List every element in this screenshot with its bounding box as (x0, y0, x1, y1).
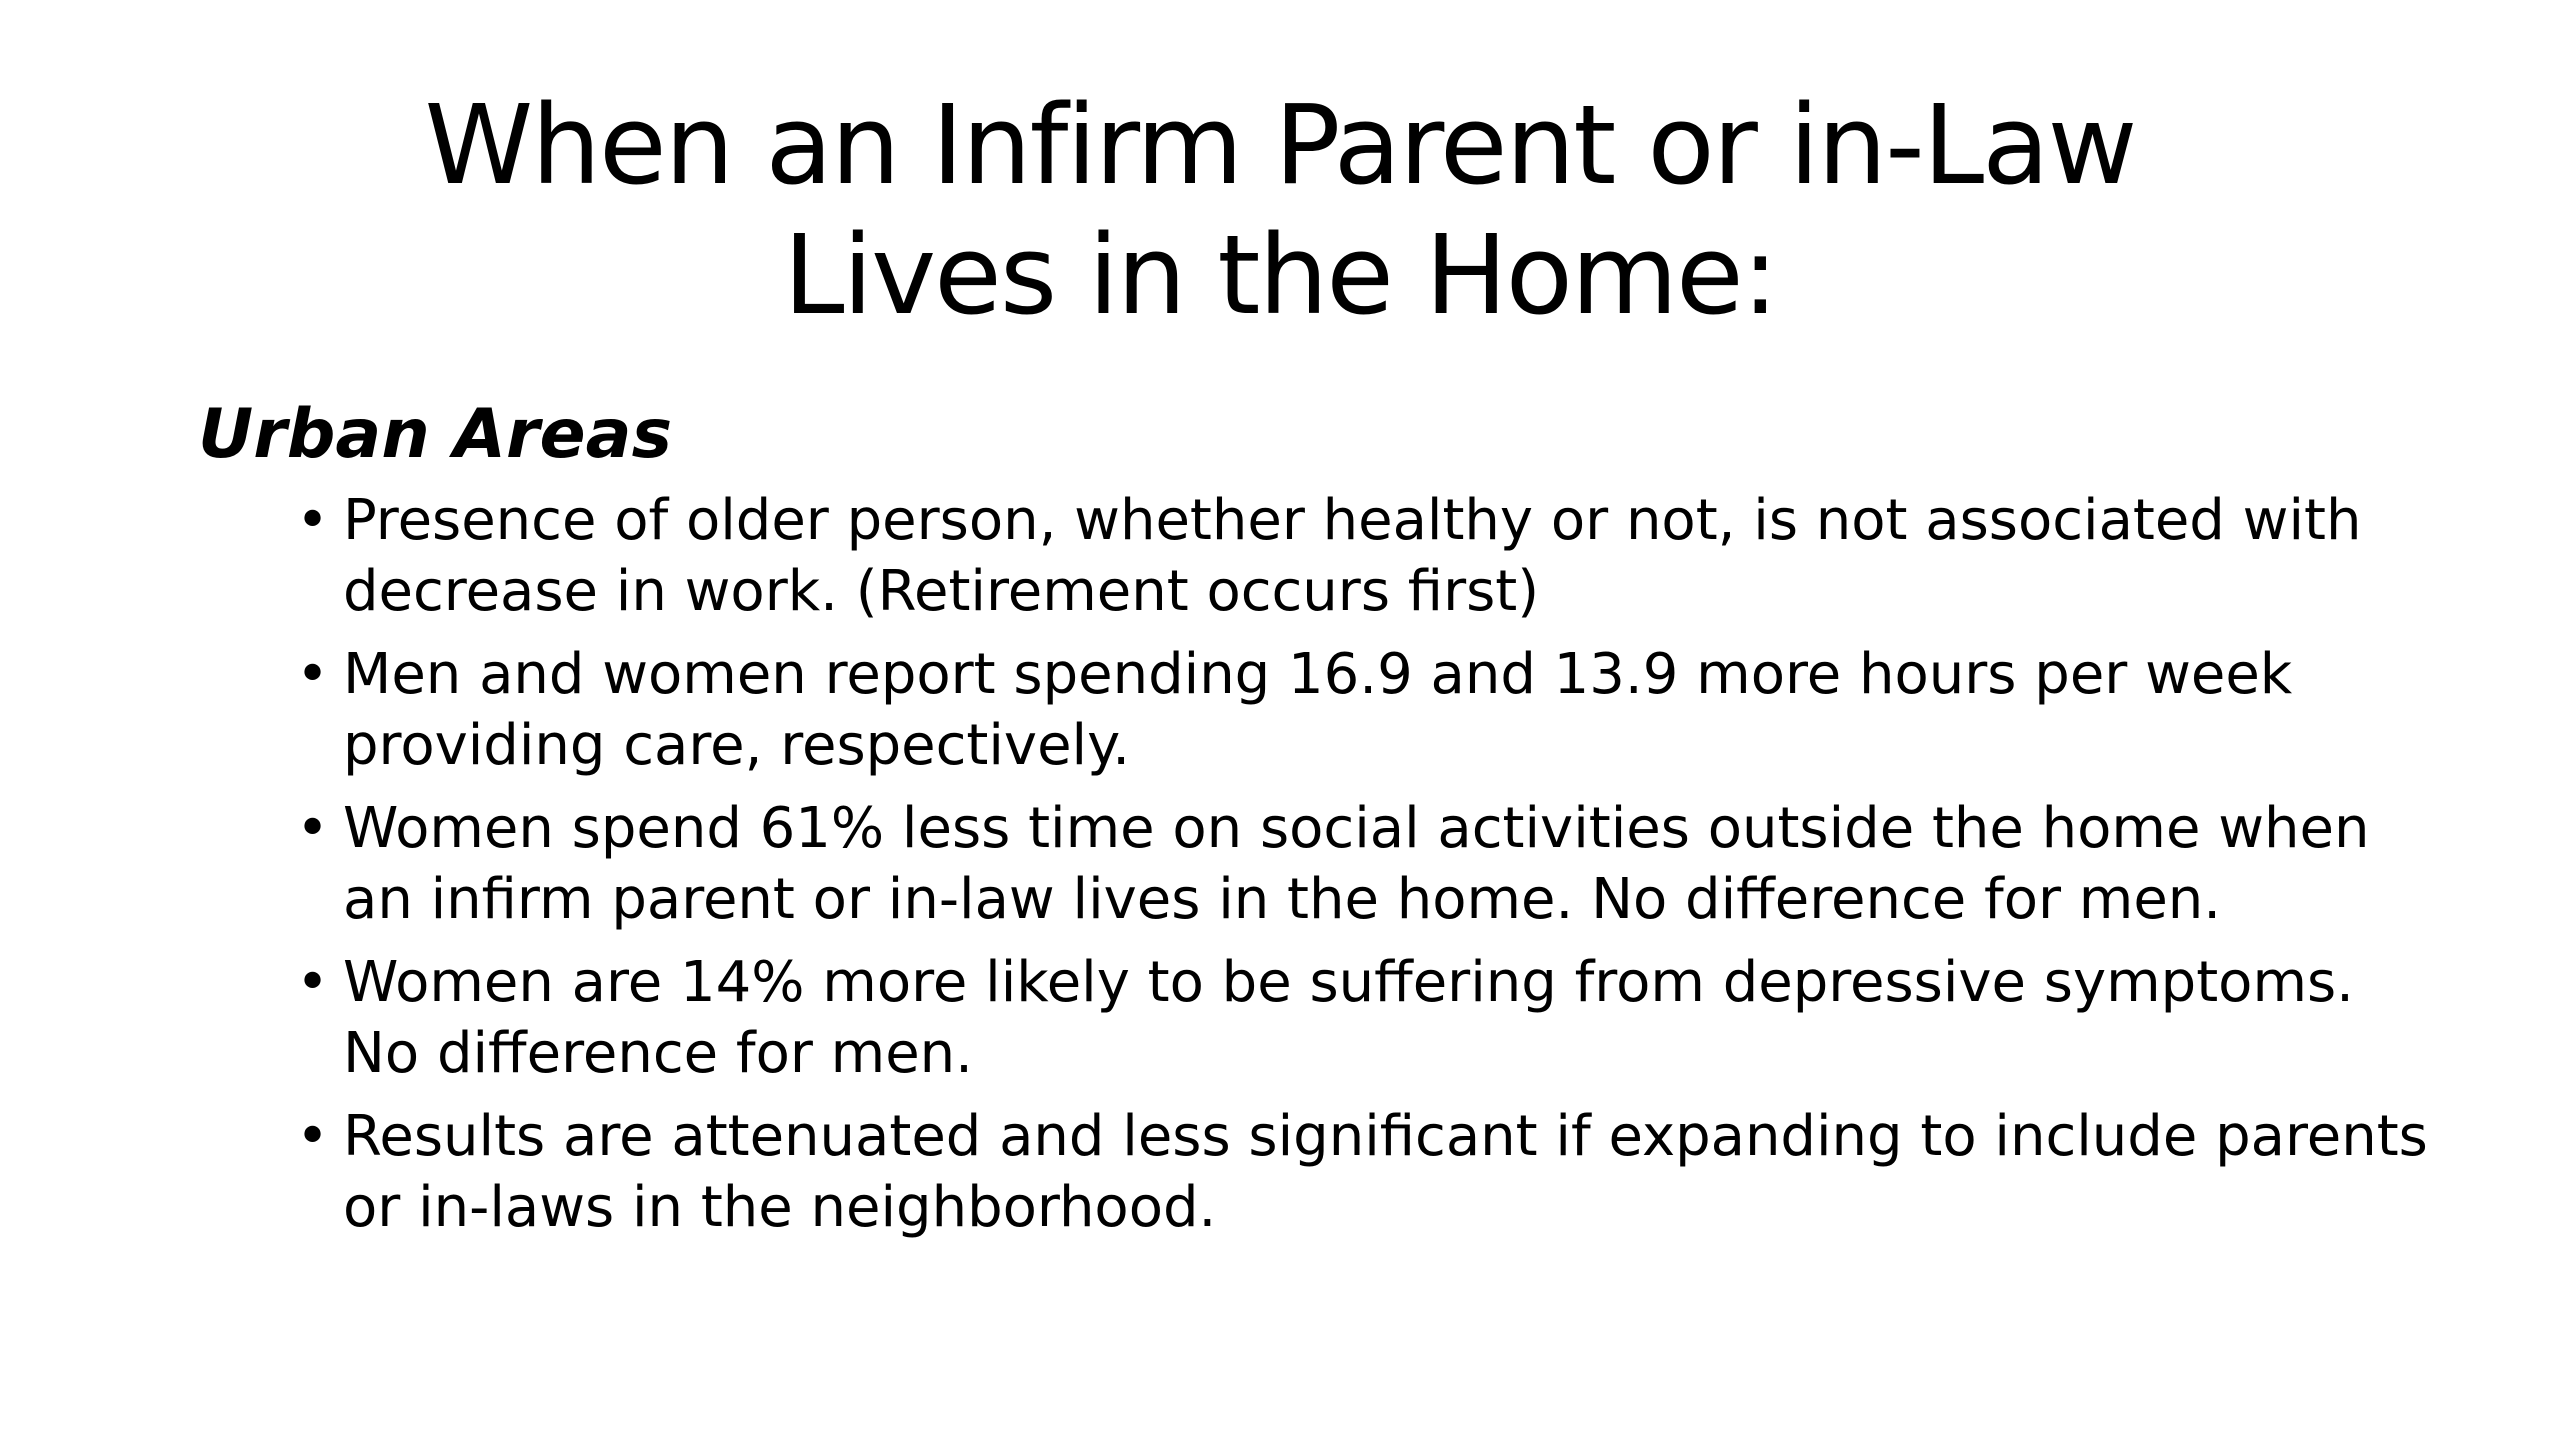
bullet-glyph: • (296, 642, 330, 707)
bullet-5-line-1: Results are attenuated and less significant if expanding to include parents (343, 1104, 2428, 1169)
bullet-glyph: • (296, 1104, 330, 1169)
bullet-item-1 (0, 485, 2443, 627)
bullet-item-4 (0, 947, 2443, 1089)
title-line-1: When an Infirm Parent or in-Law (424, 81, 2136, 209)
bullet-2-line-2: providing care, respectively. (343, 713, 1131, 778)
bullet-glyph: • (296, 488, 330, 553)
bullet-glyph: • (296, 796, 330, 861)
bullet-5-line-2: or in-laws in the neighborhood. (343, 1175, 1217, 1240)
bullet-1-line-1: Presence of older person, whether healthy or not, is not associated with (343, 488, 2362, 553)
title-line-2: Lives in the Home: (783, 211, 1777, 339)
slide-title (300, 80, 2260, 340)
bullet-list (0, 485, 2560, 1255)
bullet-3-line-2: an infirm parent or in-law lives in the home. No difference for men. (343, 867, 2222, 932)
bullet-3-line-1: Women spend 61% less time on social activities outside the home when (343, 796, 2370, 861)
bullet-item-5 (0, 1101, 2443, 1243)
bullet-item-2 (0, 639, 2443, 781)
bullet-4-line-1: Women are 14% more likely to be suffering from depressive symptoms. (343, 950, 2354, 1015)
bullet-1-line-2: decrease in work. (Retirement occurs first) (343, 559, 1540, 624)
bullet-item-3 (0, 793, 2443, 935)
subheading: Urban Areas (198, 395, 673, 474)
bullet-2-line-1: Men and women report spending 16.9 and 13.9 more hours per week (343, 642, 2293, 707)
bullet-4-line-2: No difference for men. (343, 1021, 973, 1086)
bullet-glyph: • (296, 950, 330, 1015)
